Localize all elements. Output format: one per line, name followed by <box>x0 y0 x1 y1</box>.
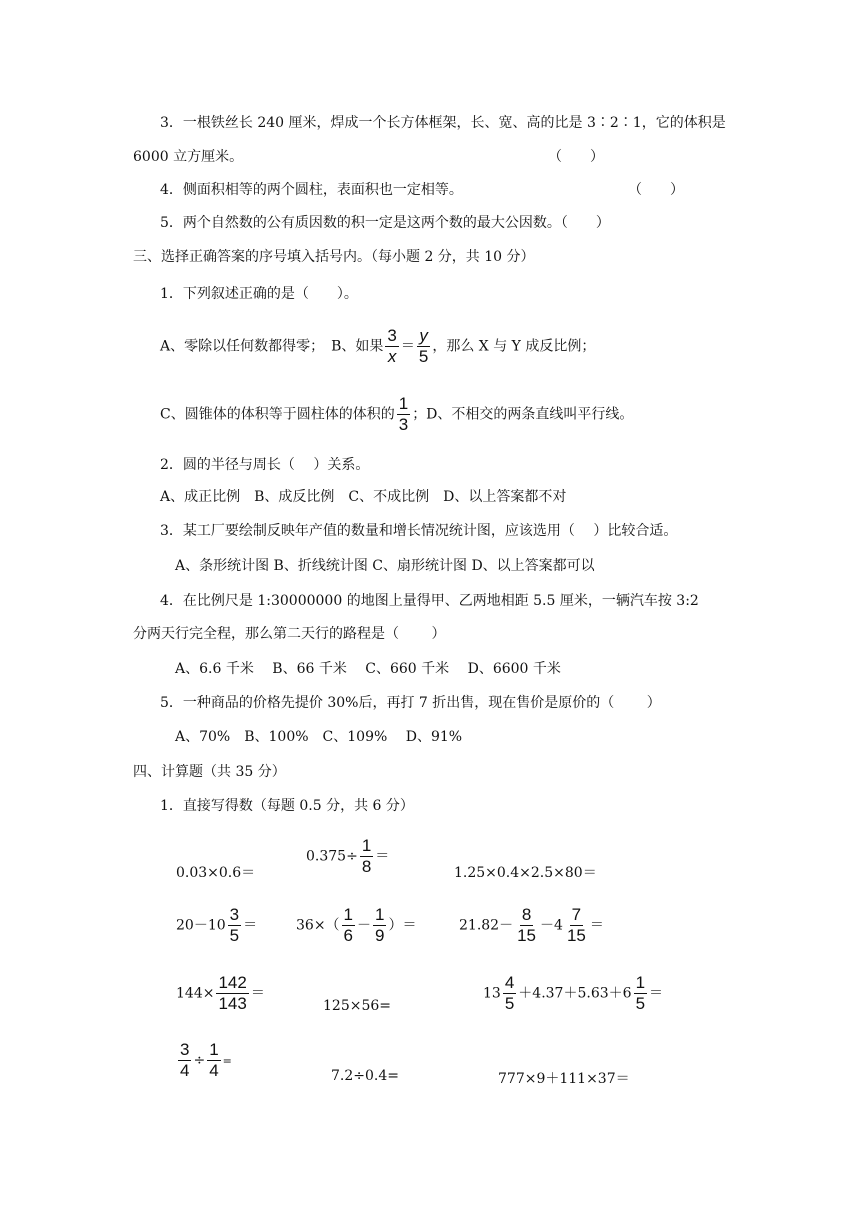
calc-r2c3: 21.82－ $\frac{8}{15}$ －4 $\frac{7}{15}$ ＝ <box>459 905 604 945</box>
s3-q1-option-cd <box>160 394 633 435</box>
s3-q4-line1: 4．在比例尺是 1:30000000 的地图上量得甲、乙两地相距 5.5 厘米，一辆汽车按 3:2 <box>160 593 699 609</box>
calc-r3c3: 13 $\frac{4}{5}$ ＋4.37＋5.63＋6 $\frac{1}{5}$ ＝ <box>483 973 664 1013</box>
calc-r4c1: $\frac{3}{4}$ ÷ $\frac{1}{4}$ = <box>180 1040 232 1080</box>
fraction-1-over-6: $\frac{1}{6}$ <box>343 905 354 945</box>
fraction-1-over-5: $\frac{1}{5}$ <box>635 973 646 1013</box>
calc-r3c2: 125×56= <box>323 998 391 1014</box>
judge-q4-answer-paren: （ ） <box>628 182 684 198</box>
s3-q1-option-ab <box>160 326 595 367</box>
calc-r1c1: 0.03×0.6＝ <box>176 865 256 881</box>
calc-r4c2: 7.2÷0.4= <box>331 1068 399 1084</box>
calc-r4c3: 777×9＋111×37＝ <box>498 1071 630 1087</box>
section4-title: 四、计算题（共 35 分） <box>133 764 286 780</box>
s3-q4-line2: 分两天行完全程，那么第二天行的路程是（ ） <box>133 626 446 642</box>
fraction-7-over-15: $\frac{7}{15}$ <box>566 905 586 945</box>
fraction-1-over-8: $\frac{1}{8}$ <box>361 836 372 876</box>
calc-r1c2: 0.375÷ $\frac{1}{8}$ ＝ <box>306 836 390 876</box>
fraction-3-over-4: $\frac{3}{4}$ <box>180 1040 190 1080</box>
s4-sub1: 1．直接写得数（每题 0.5 分，共 6 分） <box>160 798 414 814</box>
s3-q5: 5．一种商品的价格先提价 30%后，再打 7 折出售，现在售价是原价的（ ） <box>160 695 661 711</box>
judge-q3-line2: 6000 立方厘米。 <box>133 149 244 165</box>
equals-sign: ＝ <box>400 338 415 355</box>
s3-q3: 3．某工厂要绘制反映年产值的数量和增长情况统计图，应该选用（ ）比较合适。 <box>160 523 678 539</box>
s3-q1: 1．下列叙述正确的是（ ）。 <box>160 286 358 302</box>
s3-q1-d-text: ；D、不相交的两条直线叫平行线。 <box>412 406 634 423</box>
fraction-1-over-9: $\frac{1}{9}$ <box>375 905 385 945</box>
s3-q3-options: A、条形统计图 B、折线统计图 C、扇形统计图 D、以上答案都可以 <box>175 558 595 574</box>
calc-r3c1: 144× $\frac{142}{143}$ ＝ <box>176 973 265 1013</box>
calc-r2c2: 36×（ $\frac{1}{6}$ － $\frac{1}{9}$ ）＝ <box>296 905 417 945</box>
s3-q5-options: A、70% B、100% C、109% D、91% <box>175 729 463 745</box>
judge-q3-line1: 3．一根铁丝长 240 厘米，焊成一个长方体框架，长、宽、高的比是 3∶2∶1，它的体积是 <box>160 115 726 131</box>
s3-q2-options: A、成正比例 B、成反比例 C、不成比例 D、以上答案都不对 <box>160 489 567 505</box>
s3-q1-c-text: C、圆锥体的体积等于圆柱体的体积的 <box>160 406 395 423</box>
s3-q4-options: A、6.6 千米 B、66 千米 C、660 千米 D、6600 千米 <box>175 661 561 677</box>
fraction-8-over-15: $\frac{8}{15}$ <box>517 905 537 945</box>
calc-r1c3: 1.25×0.4×2.5×80＝ <box>454 865 597 881</box>
fraction-142-over-143: $\frac{142}{143}$ <box>218 973 247 1013</box>
fraction-1-over-4: $\frac{1}{4}$ <box>209 1040 219 1080</box>
fraction-3-over-5: $\frac{3}{5}$ <box>229 905 240 945</box>
judge-q4: 4．侧面积相等的两个圆柱，表面积也一定相等。 <box>160 182 463 198</box>
calc-r2c1: 20－10 $\frac{3}{5}$ ＝ <box>176 905 258 945</box>
fraction-4-over-5: $\frac{4}{5}$ <box>504 973 515 1013</box>
judge-q5: 5．两个自然数的公有质因数的积一定是这两个数的最大公因数。（ ） <box>160 215 610 231</box>
section3-title: 三、选择正确答案的序号填入括号内。（每小题 2 分，共 10 分） <box>133 249 535 265</box>
fraction-3-over-x: $\frac{3}{x}$ <box>387 326 397 366</box>
fraction-1-over-3: $\frac{1}{3}$ <box>398 394 409 434</box>
judge-q3-answer-paren: （ ） <box>548 149 604 165</box>
s3-q1-a-text: A、零除以任何数都得零； B、如果 <box>160 338 384 355</box>
fraction-y-over-5: $\frac{y}{5}$ <box>418 326 429 366</box>
s3-q2: 2．圆的半径与周长（ ）关系。 <box>160 457 370 473</box>
s3-q1-b-tail: ，那么 X 与 Y 成反比例； <box>432 338 596 355</box>
